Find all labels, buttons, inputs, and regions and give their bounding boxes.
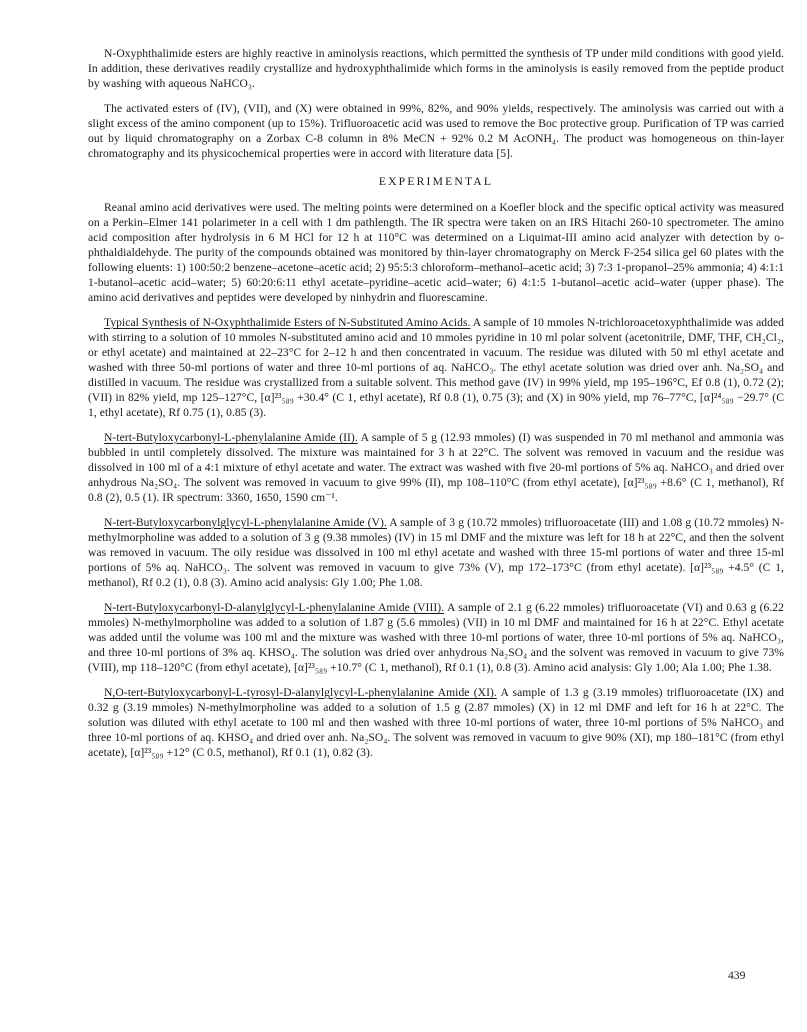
section-heading: EXPERIMENTAL <box>378 175 494 188</box>
paragraph-body: A sample of 3 g (10.72 mmoles) trifluoroacetate (III) and 1.08 g (10.72 mmoles) N-methylmorpholine was added to a solution of 3 g (9.38 mmoles) (IV) in 15 ml DMF and the mixture was left for 18 h at 22°C, and then the solvent was removed in vacuum. The oily residue was dissolved in 100 ml ethyl acetate and washed with three 15-ml portions of water and three 15-ml portions of 5% aq. NaHCO₃. The solvent was removed in vacuum to give 73% (V), mp 172–173°C (from ethyl acetate). [α]²³₅₈₉ +4.5° (C 1, methanol), Rf 0.2 (1), 0.8 (3). Amino acid analysis: Gly 1.00; Phe 1.08. <box>88 516 784 589</box>
experimental-paragraph-general <box>88 200 784 305</box>
document-page <box>88 46 784 760</box>
paragraph-run-title: N-tert-Butyloxycarbonyl-L-phenylalanine Amide (II). <box>104 431 358 444</box>
paragraph-run-title: N-tert-Butyloxycarbonyl-D-alanylglycyl-L-phenylalanine Amide (VIII). <box>104 601 445 614</box>
paragraph-run-title: Typical Synthesis of N-Oxyphthalimide Esters of N-Substituted Amino Acids. <box>104 316 471 329</box>
paragraph-run-title: N-tert-Butyloxycarbonylglycyl-L-phenylalanine Amide (V). <box>104 516 387 529</box>
experimental-paragraph-compound-ii <box>88 430 784 505</box>
paragraph-body: A sample of 1.3 g (3.19 mmoles) trifluoroacetate (IX) and 0.32 g (3.19 mmoles) N-methylmorpholine was added to a solution of 1.5 g (2.87 mmoles) (X) in 12 ml DMF and left for 16 h at 22°C. The solution was diluted with ethyl acetate to 100 ml and then washed with three 10-ml portions of water, three 10-ml portions of 5% NaHCO₃ and three 10-ml portions of aq. KHSO₄ and dried over anh. Na₂SO₄. The solvent was removed in vacuum to give 90% (XI), mp 180–181°C (from ethyl acetate), [α]²³₅₈₉ +12° (C 0.5, methanol), Rf 0.1 (1), 0.82 (3). <box>88 686 784 759</box>
intro-paragraph-1: N-Oxyphthalimide esters are highly reactive in aminolysis reactions, which permitted the synthesis of TP under mild conditions with good yield. In addition, these derivatives readily crystallize and hydroxyphthalimide which forms in the aminolysis is easily removed from the peptide product by washing with aqueous NaHCO₃. <box>88 47 784 90</box>
paragraph-body: Reanal amino acid derivatives were used. The melting points were determined on a Koefler block and the specific optical activity was measured on a Perkin–Elmer 141 polarimeter in a cell with 1 dm pathlength. The IR spectra were taken on an IRS Hitachi 260-10 spectrometer. The amino acid composition after hydrolysis in 6 M HCl for 12 h at 110°C was determined on a Liquimat-III amino acid analyzer with detection by o-phthaldialdehyde. The purity of the compounds obtained was monitored by thin-layer chromatography on Merck F-254 silica gel 60 plates with the following eluents: 1) 100:50:2 benzene–acetone–acetic acid; 2) 95:5:3 chloroform–methanol–acetic acid; 3) 7:3 1-propanol–25% ammonia; 4) 4:1:1 1-butanol–acetic acid–water; 5) 60:20:6:11 ethyl acetate–pyridine–acetic acid–water; 6) 4:1:5 1-butanol–acetic acid–water (upper phase). The amino acid derivatives and peptides were developed by ninhydrin and fluorescamine. <box>88 201 784 304</box>
experimental-paragraph-compound-viii <box>88 600 784 675</box>
experimental-paragraph-compound-v <box>88 515 784 590</box>
paragraph-body: A sample of 2.1 g (6.22 mmoles) trifluoroacetate (VI) and 0.63 g (6.22 mmoles) N-methylmorpholine was added to a solution of 1.87 g (5.6 mmoles) (VII) in 10 ml DMF and maintained for 16 h at 22°C. Ethyl acetate was added until the volume was 100 ml and the mixture was washed with three 10-ml portions of water, three 10-ml portions of 5% aq. NaHCO₃, and three 10-ml portions of 3% aq. KHSO₄. The solution was dried over anhydrous Na₂SO₄ and the solvent was removed in vacuum to give 73% (VIII), mp 118–120°C (from ethyl acetate), [α]²³₅₈₉ +10.7° (C 1, methanol), Rf 0.1 (1), 0.8 (3). Amino acid analysis: Gly 1.00; Ala 1.00; Phe 1.38. <box>88 601 784 674</box>
paragraph-body: A sample of 5 g (12.93 mmoles) (I) was suspended in 70 ml methanol and ammonia was bubbled in until completely dissolved. The mixture was maintained for 3 h at 22°C. The solvent was removed in vacuum and the residue was dissolved in 100 ml of a 4:1 mixture of ethyl acetate and water. The extract was washed with five 20-ml portions of 5% aq. NaHCO₃ and dried over anhydrous Na₂SO₄. The solvent was removed in vacuum to give 99% (II), mp 108–110°C (from ethyl acetate), [α]²³₅₈₉ +8.6° (C 1, methanol), Rf 0.8 (2), 0.5 (1). IR spectrum: 3360, 1650, 1590 cm⁻¹. <box>88 431 784 504</box>
experimental-paragraph-typical-synthesis <box>88 315 784 420</box>
paragraph-body: A sample of 10 mmoles N-trichloroacetoxyphthalimide was added with stirring to a solution of 10 mmoles N-substituted amino acid and 10 mmoles pyridine in 10 ml polar solvent (acetonitrile, DMF, THF, CH₂Cl₂, or ethyl acetate) and maintained at 22–23°C for 2–12 h and then concentrated in vacuum. The residue was diluted with 50 ml ethyl acetate and washed with three 50-ml portions of water and three 10-ml portions of aq. NaHCO₃. The ethyl acetate solution was dried over anh. Na₂SO₄ and distilled in vacuum. The residue was crystallized from a suitable solvent. This method gave (IV) in 99% yield, mp 195–196°C, Ef 0.8 (1), 0.72 (2); (VII) in 82% yield, mp 125–127°C, [α]²³₅₈₉ +30.4° (C 1, ethyl acetate), Rf 0.8 (1), 0.75 (3); and (X) in 90% yield, mp 76–77°C, [α]²⁴₅₈₉ −29.7° (C 1, ethyl acetate), Rf 0.75 (1), 0.85 (3). <box>88 316 784 419</box>
paragraph-run-title: N,O-tert-Butyloxycarbonyl-L-tyrosyl-D-alanylglycyl-L-phenylalanine Amide (XI). <box>104 686 497 699</box>
page-number: 439 <box>728 969 746 982</box>
experimental-paragraph-compound-xi <box>88 685 784 760</box>
intro-paragraph-2: The activated esters of (IV), (VII), and (X) were obtained in 99%, 82%, and 90% yields, respectively. The aminolysis was carried out with a slight excess of the amino component (up to 15%). Trifluoroacetic acid was used to remove the Boc protective group. Purification of TP was carried out by liquid chromatography on a Zorbax C-8 column in 8% MeCN + 92% 0.2 M AcONH₄. The product was homogeneous on thin-layer chromatography and its physicochemical properties were in accord with literature data [5]. <box>88 102 784 160</box>
